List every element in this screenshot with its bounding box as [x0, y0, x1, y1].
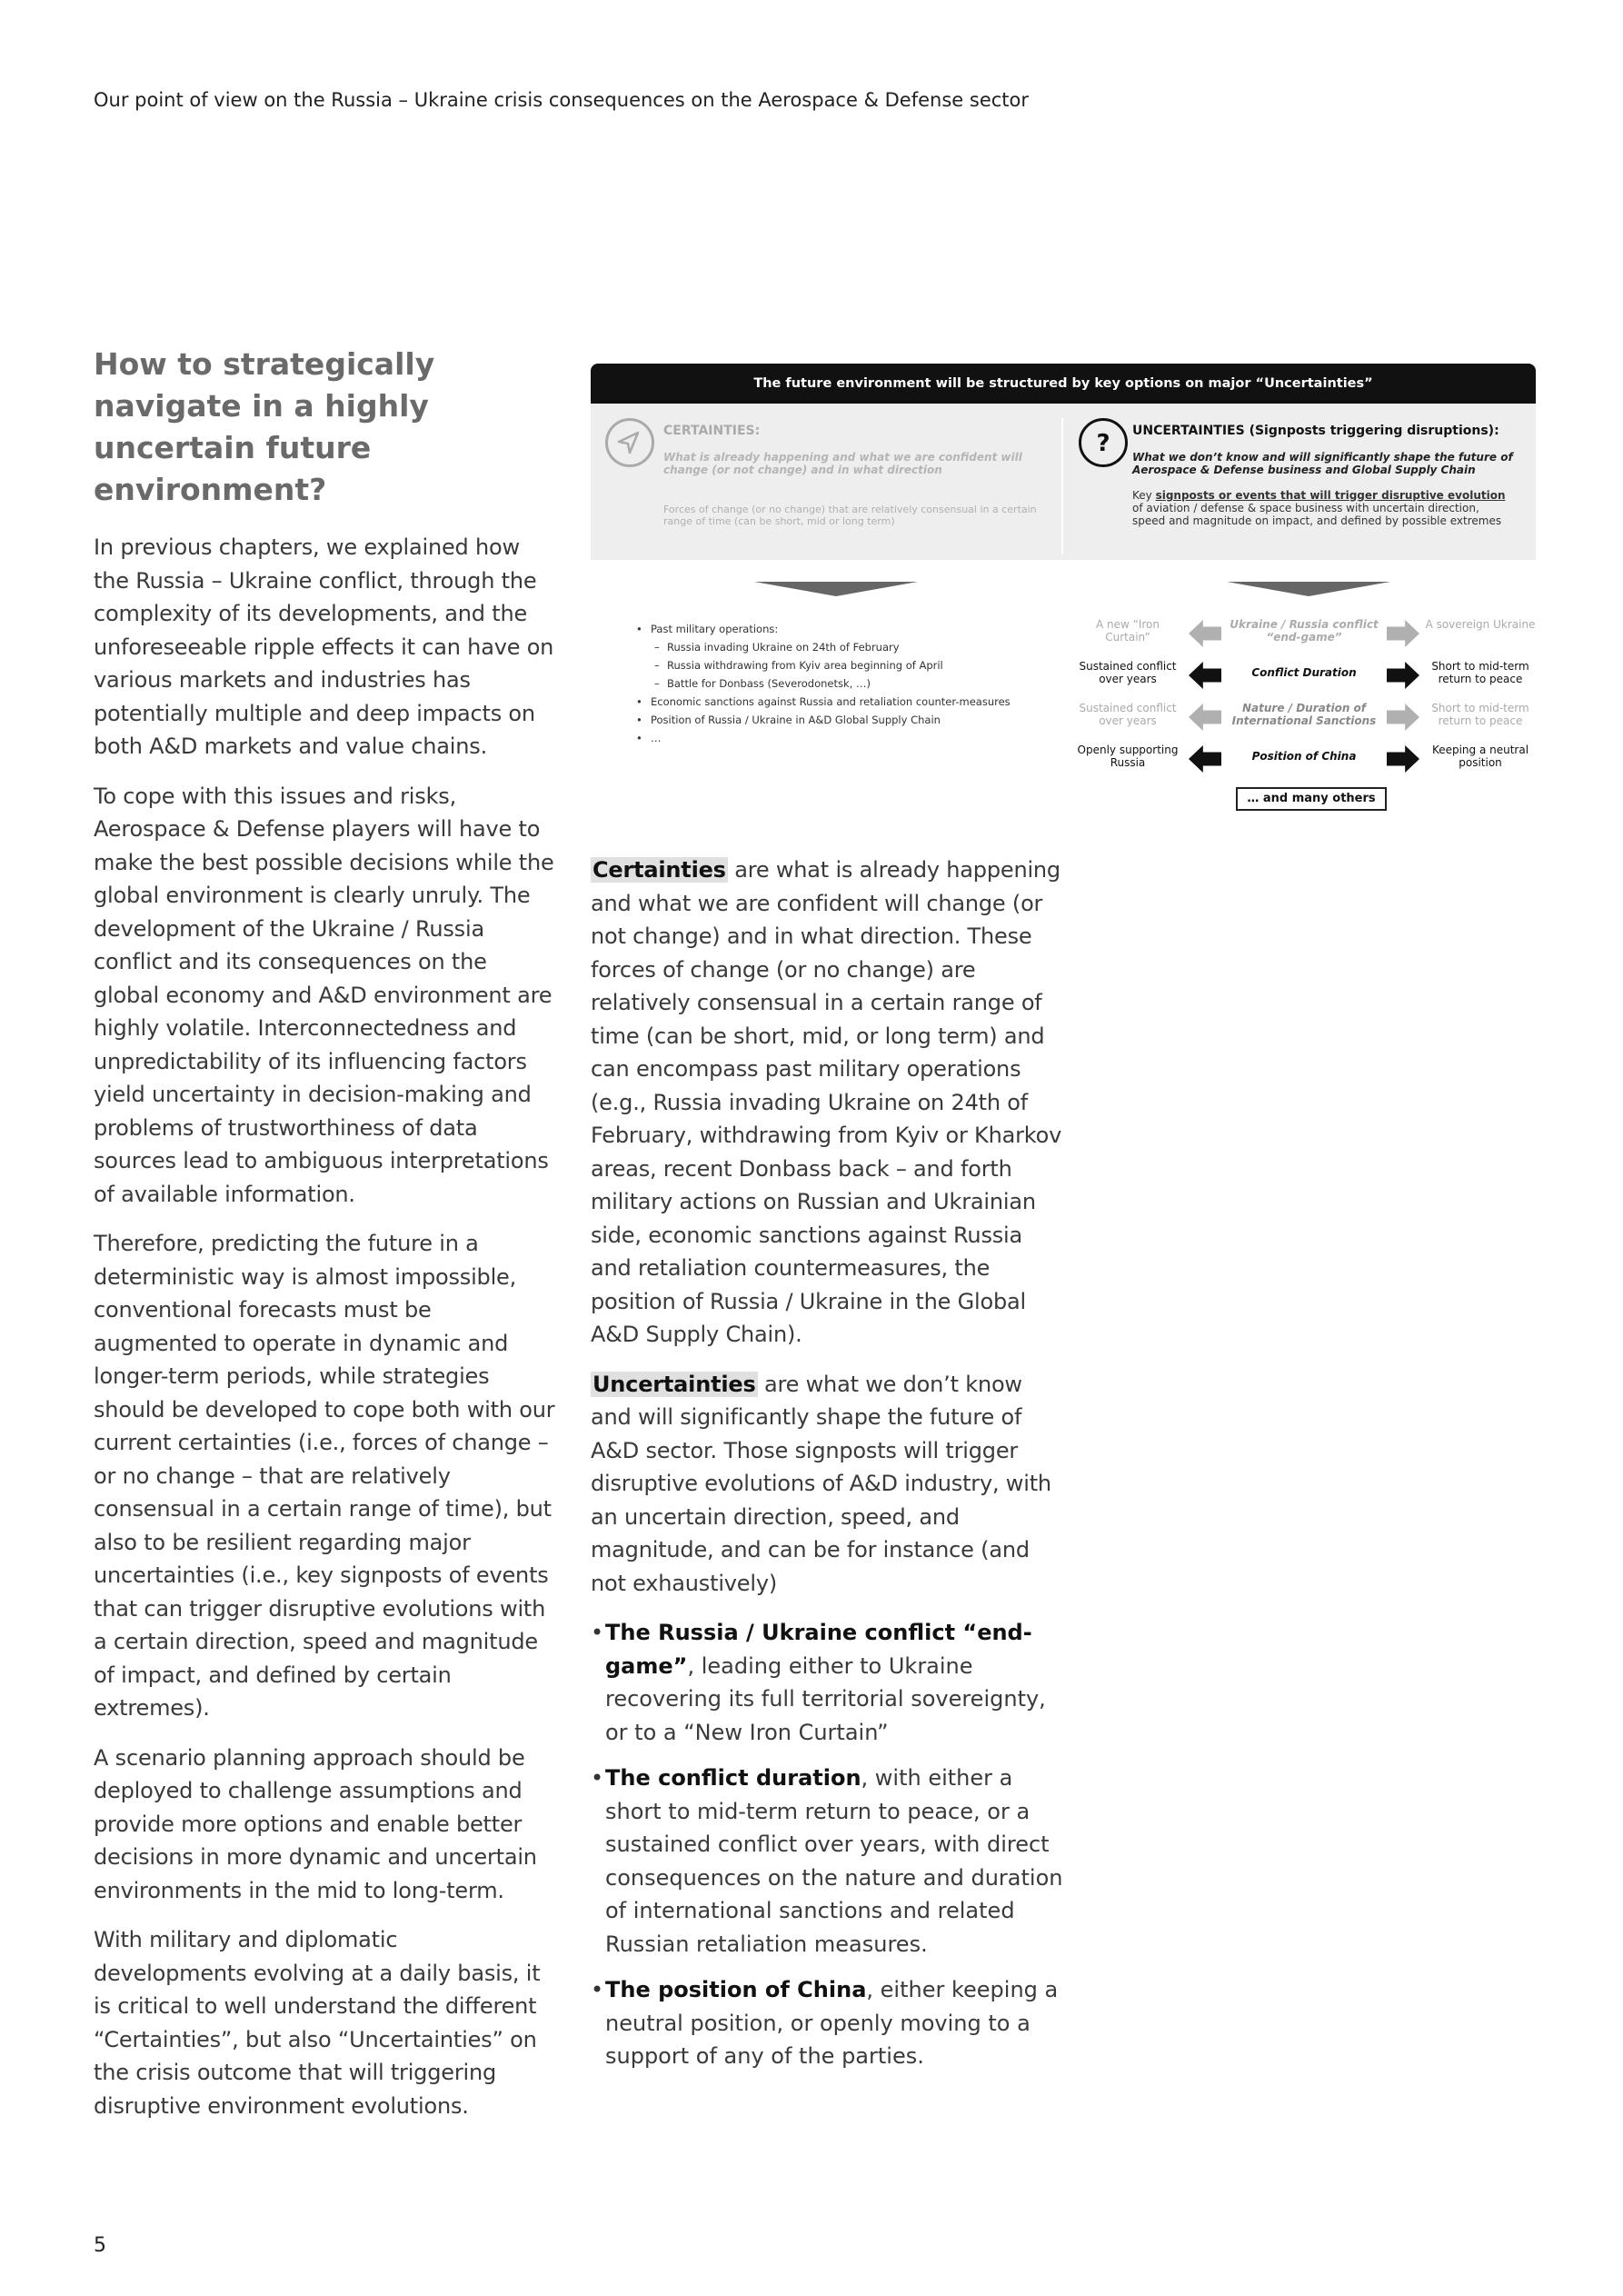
left-column [94, 344, 557, 2139]
certainties-subtitle: What is already happening and what we are confident will change (or not change) and in what direction [663, 451, 1022, 476]
uncertainty-label: Ukraine / Russia conflict “end-game” [1230, 618, 1379, 644]
certainties-heading: CERTAINTIES: [663, 424, 761, 438]
chevron-down-icon [754, 582, 918, 596]
option-left: Openly supporting Russia [1077, 744, 1179, 769]
uncertainties-term: Uncertainties [592, 1371, 756, 1397]
uncertainty-row [1072, 742, 1536, 782]
arrow-left-icon [1189, 745, 1221, 773]
option-left: Sustained conflict over years [1079, 660, 1177, 685]
uncertainty-row [1072, 616, 1536, 656]
arrow-left-icon [1189, 662, 1221, 689]
certainties-description: Forces of change (or no change) that are relatively consensual in a certain range of time (can be short, mid or long term) [663, 504, 1037, 527]
option-right: Short to mid-term return to peace [1431, 660, 1529, 685]
uncertainty-label: Nature / Duration of International Sanctions [1231, 702, 1377, 727]
list-subitem: – Russia withdrawing from Kyiv area beginning of April [636, 656, 1027, 674]
uncertainties-subtitle: What we don’t know and will significantly shape the future of Aerospace & Defense business and Global Supply Chain [1132, 451, 1513, 476]
arrow-left-icon [1189, 620, 1221, 647]
running-header: Our point of view on the Russia – Ukraine crisis consequences on the Aerospace & Defense sector [94, 89, 1029, 111]
option-right: Keeping a neutral position [1431, 744, 1529, 769]
arrow-right-icon [1387, 745, 1419, 773]
middle-column [591, 854, 1063, 2086]
certainties-paragraph: Certainties are what is already happening and what we are confident will change (or not change) and in what direction. These forces of change (or no change) are relatively consensual in a certain range of time (can be short, mid, or long term) and can encompass past military operations (e.g., Russia invading Ukraine on 24th of February, withdrawing from Kyiv or Kharkov areas, recent Donbass back – and forth military actions on Russian and Ukrainian side, economic sanctions against Russia and retaliation countermeasures, the position of Russia / Ukraine in the Global A&D Supply Chain). [591, 857, 1062, 1347]
uncertainties-paragraph: Uncertainties are what we don’t know and will significantly shape the future of A&D sector. Those signposts will trigger disruptive evolutions of A&D industry, with an uncertain direction, speed, and magnitude, and can be for instance (and not exhaustively) [591, 1371, 1051, 1596]
list-item: • Past military operations: [636, 620, 1027, 638]
option-right: Short to mid-term return to peace [1431, 702, 1529, 727]
list-item: • Position of Russia / Ukraine in A&D Global Supply Chain [636, 711, 1027, 729]
question-mark-icon [1079, 418, 1128, 467]
bullet-item: • The Russia / Ukraine conflict “end-game”, leading either to Ukraine recovering its full territorial sovereignty, or to a “New Iron Curtain” [591, 1616, 1063, 1749]
arrow-left-icon [1189, 704, 1221, 731]
svg-text:?: ? [1096, 430, 1110, 457]
bullet-item: • The conflict duration, with either a short to mid-term return to peace, or a sustained conflict over years, with direct consequences on the nature and duration of international sanctions and related Russian retaliation measures. [591, 1762, 1063, 1961]
paragraph: Therefore, predicting the future in a deterministic way is almost impossible, conventional forecasts must be augmented to operate in dynamic and longer-term periods, while strategies should be developed to cope both with our current certainties (i.e., forces of change – or no change – that are relatively consensual in a certain range of time), but also to be resilient regarding major uncertainties (i.e., key signposts of events that can trigger disruptive evolutions with a certain direction, speed and magnitude of impact, and defined by certain extremes). [94, 1231, 555, 1721]
uncertainties-heading: UNCERTAINTIES (Signposts triggering disruptions): [1132, 424, 1499, 438]
arrow-right-icon [1387, 704, 1419, 731]
uncertainties-description: Key signposts or events that will trigger disruptive evolution of aviation / defense & space business with uncertain direction, speed and magnitude on impact, and defined by possible extremes [1132, 489, 1506, 527]
option-right: A sovereign Ukraine [1425, 618, 1536, 631]
paragraph: With military and diplomatic developments evolving at a daily basis, it is critical to well understand the different “Certainties”, but also “Uncertainties” on the crisis outcome that will triggering disruptive environment evolutions. [94, 1927, 541, 2119]
paragraph: To cope with this issues and risks, Aerospace & Defense players will have to make the best possible decisions while the global environment is clearly unruly. The development of the Ukraine / Russia conflict and its consequences on the global economy and A&D environment are highly volatile. Interconnectedness and unpredictability of its influencing factors yield uncertainty in decision-making and problems of trustworthiness of data sources lead to ambiguous interpretations of available information. [94, 783, 554, 1207]
panel-divider [1061, 418, 1063, 554]
uncertainty-label: Conflict Duration [1251, 666, 1357, 679]
chevron-down-icon [1227, 582, 1390, 596]
paper-plane-icon [605, 418, 654, 467]
option-left: Sustained conflict over years [1079, 702, 1177, 727]
and-many-others-box: … and many others [1236, 787, 1387, 811]
certainties-list [636, 620, 1027, 747]
figure-title: The future environment will be structured by key options on major “Uncertainties” [591, 364, 1536, 404]
list-subitem: – Battle for Donbass (Severodonetsk, …) [636, 674, 1027, 693]
arrow-right-icon [1387, 620, 1419, 647]
page-number: 5 [94, 2234, 106, 2257]
uncertainty-label: Position of China [1251, 750, 1357, 763]
section-heading: How to strategically navigate in a highly uncertain future environment? [94, 346, 435, 507]
uncertainties-figure [591, 364, 1536, 818]
list-item: • … [636, 729, 1027, 747]
list-item: • Economic sanctions against Russia and retaliation counter-measures [636, 693, 1027, 711]
paragraph: A scenario planning approach should be deployed to challenge assumptions and provide more options and enable better decisions in more dynamic and uncertain environments in the mid to long-term. [94, 1744, 537, 1903]
list-subitem: – Russia invading Ukraine on 24th of February [636, 638, 1027, 656]
uncertainty-row [1072, 658, 1536, 698]
uncertainty-row [1072, 700, 1536, 740]
certainties-term: Certainties [592, 857, 726, 883]
option-left: A new “Iron Curtain” [1095, 618, 1160, 644]
arrow-right-icon [1387, 662, 1419, 689]
bullet-item: • The position of China, either keeping a neutral position, or openly moving to a support of any of the parties. [591, 1973, 1063, 2073]
paragraph: In previous chapters, we explained how the Russia – Ukraine conflict, through the complexity of its developments, and the unforeseeable ripple effects it can have on various markets and industries has potentially multiple and deep impacts on both A&D markets and value chains. [94, 534, 554, 759]
